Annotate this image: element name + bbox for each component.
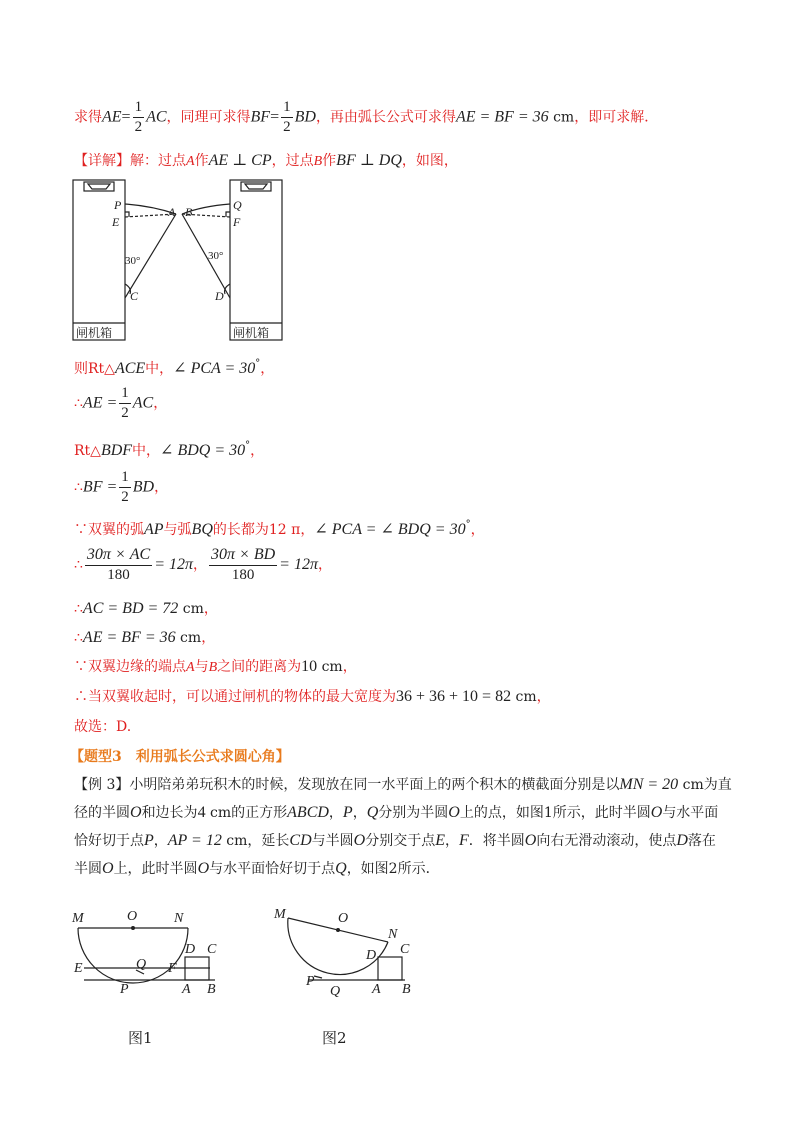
label-c: C: [130, 289, 139, 303]
step-4: ∴BF = $\frac{1}{2}$ BD，: [74, 469, 169, 505]
example-problem: [74, 771, 734, 883]
step-6: ∴ $\frac{30\pi \times AC}{180}$ = 12π， $\frac{30\pi \times BD}{180}$ = 12π，: [74, 546, 332, 583]
label-d: D: [215, 289, 224, 303]
fig1-label-m: M: [72, 911, 84, 926]
fraction-half: $\frac{1}{2}$: [134, 99, 143, 135]
label-q: Q: [233, 198, 242, 212]
fig1-label-f: F: [168, 961, 177, 976]
example-line-1: 【例 3】小明陪弟弟玩积木的时候，发现放在同一水平面上的两个积木的横截面分别是以MN = 20 cm为直: [74, 776, 732, 793]
step-10: ∴当双翼收起时，可以通过闸机的物体的最大宽度为36 + 36 + 10 = 82 cm，: [74, 688, 551, 705]
fig2-label-d: D: [366, 948, 377, 963]
caption-figure-1: 图1: [128, 1029, 153, 1047]
math-ae: AE: [102, 108, 122, 126]
fig2-label-p: P: [306, 974, 315, 989]
step-8: ∴AE = BF = 36 cm，: [74, 629, 216, 646]
fig2-label-b: B: [402, 982, 411, 997]
gate-figure: [72, 176, 292, 346]
step-3: Rt△BDF中，∠ BDQ = 30°，: [74, 440, 265, 459]
fig1-label-b: B: [207, 982, 216, 997]
caption-figure-2: 图2: [322, 1029, 347, 1047]
answer-line: 故选：D.: [74, 719, 132, 735]
label-p: P: [114, 198, 122, 212]
step-9: ∵双翼边缘的端点A与B之间的距离为10 cm，: [74, 658, 357, 675]
fig2-label-m: M: [274, 907, 286, 922]
fig1-label-c: C: [207, 942, 217, 957]
fig2-label-n: N: [388, 927, 398, 942]
example-line-2: 径的半圆O和边长为4 cm的正方形ABCD，P，Q分别为半圆O上的点，如图1所示，此时半圆O与水平面: [74, 804, 719, 821]
angle-left: 30°: [125, 255, 141, 267]
step-2: ∴AE = $\frac{1}{2}$ AC，: [74, 385, 168, 421]
label-b: B: [185, 205, 193, 219]
semicircle-figures: [70, 904, 430, 1054]
fraction-ac: $\frac{30\pi \times AC}{180}$: [86, 546, 151, 583]
fig1-label-a: A: [182, 982, 191, 997]
fig2-label-q: Q: [330, 984, 341, 999]
step-7: ∴AC = BD = 72 cm，: [74, 600, 218, 617]
angle-right: 30°: [208, 250, 224, 262]
fig2-label-o: O: [338, 911, 349, 926]
fig1-label-o: O: [127, 909, 138, 924]
fig1-label-q: Q: [136, 957, 147, 972]
fig2-label-c: C: [400, 942, 410, 957]
label-a: A: [168, 205, 176, 219]
detail-heading: 【详解】解：过点A作AE ⊥ CP，过点B作BF ⊥ DQ，如图，: [74, 152, 458, 169]
fig1-label-n: N: [174, 911, 184, 926]
solution-hint-line: 求得AE= $\frac{1}{2}$ AC，同理可求得BF= $\frac{1}{2}$ BD，再由弧长公式可求得AE = BF = 36 cm，即可求解．: [74, 99, 659, 135]
fraction-half: $\frac{1}{2}$: [121, 385, 129, 421]
gate-box-label-left: 闸机箱: [76, 326, 113, 340]
gate-box-label-right: 闸机箱: [233, 326, 270, 340]
label-f: F: [233, 215, 241, 229]
fraction-bd: $\frac{30\pi \times BD}{180}$: [211, 546, 276, 583]
fig1-label-p: P: [120, 982, 129, 997]
step-5: ∵双翼的弧AP与弧BQ的长都为12 π，∠ PCA = ∠ BDQ = 30°，: [74, 519, 485, 538]
example-line-4: 半圆O上，此时半圆O与水平面恰好切于点Q，如图2所示．: [74, 860, 440, 877]
section-title: 【题型3 利用弧长公式求圆心角】: [70, 749, 290, 765]
fraction-half: $\frac{1}{2}$: [283, 99, 291, 135]
fraction-half: $\frac{1}{2}$: [121, 469, 129, 505]
example-line-3: 恰好切于点P，AP = 12 cm，延长CD与半圆O分别交于点E，F．将半圆O向右无滑动滚动，使点D落在: [74, 832, 716, 849]
step-1: 则Rt△ACE中，∠ PCA = 30°，: [74, 358, 275, 377]
fig1-label-e: E: [74, 961, 83, 976]
fig2-label-a: A: [372, 982, 381, 997]
label-e: E: [112, 215, 120, 229]
fig1-label-d: D: [185, 942, 196, 957]
